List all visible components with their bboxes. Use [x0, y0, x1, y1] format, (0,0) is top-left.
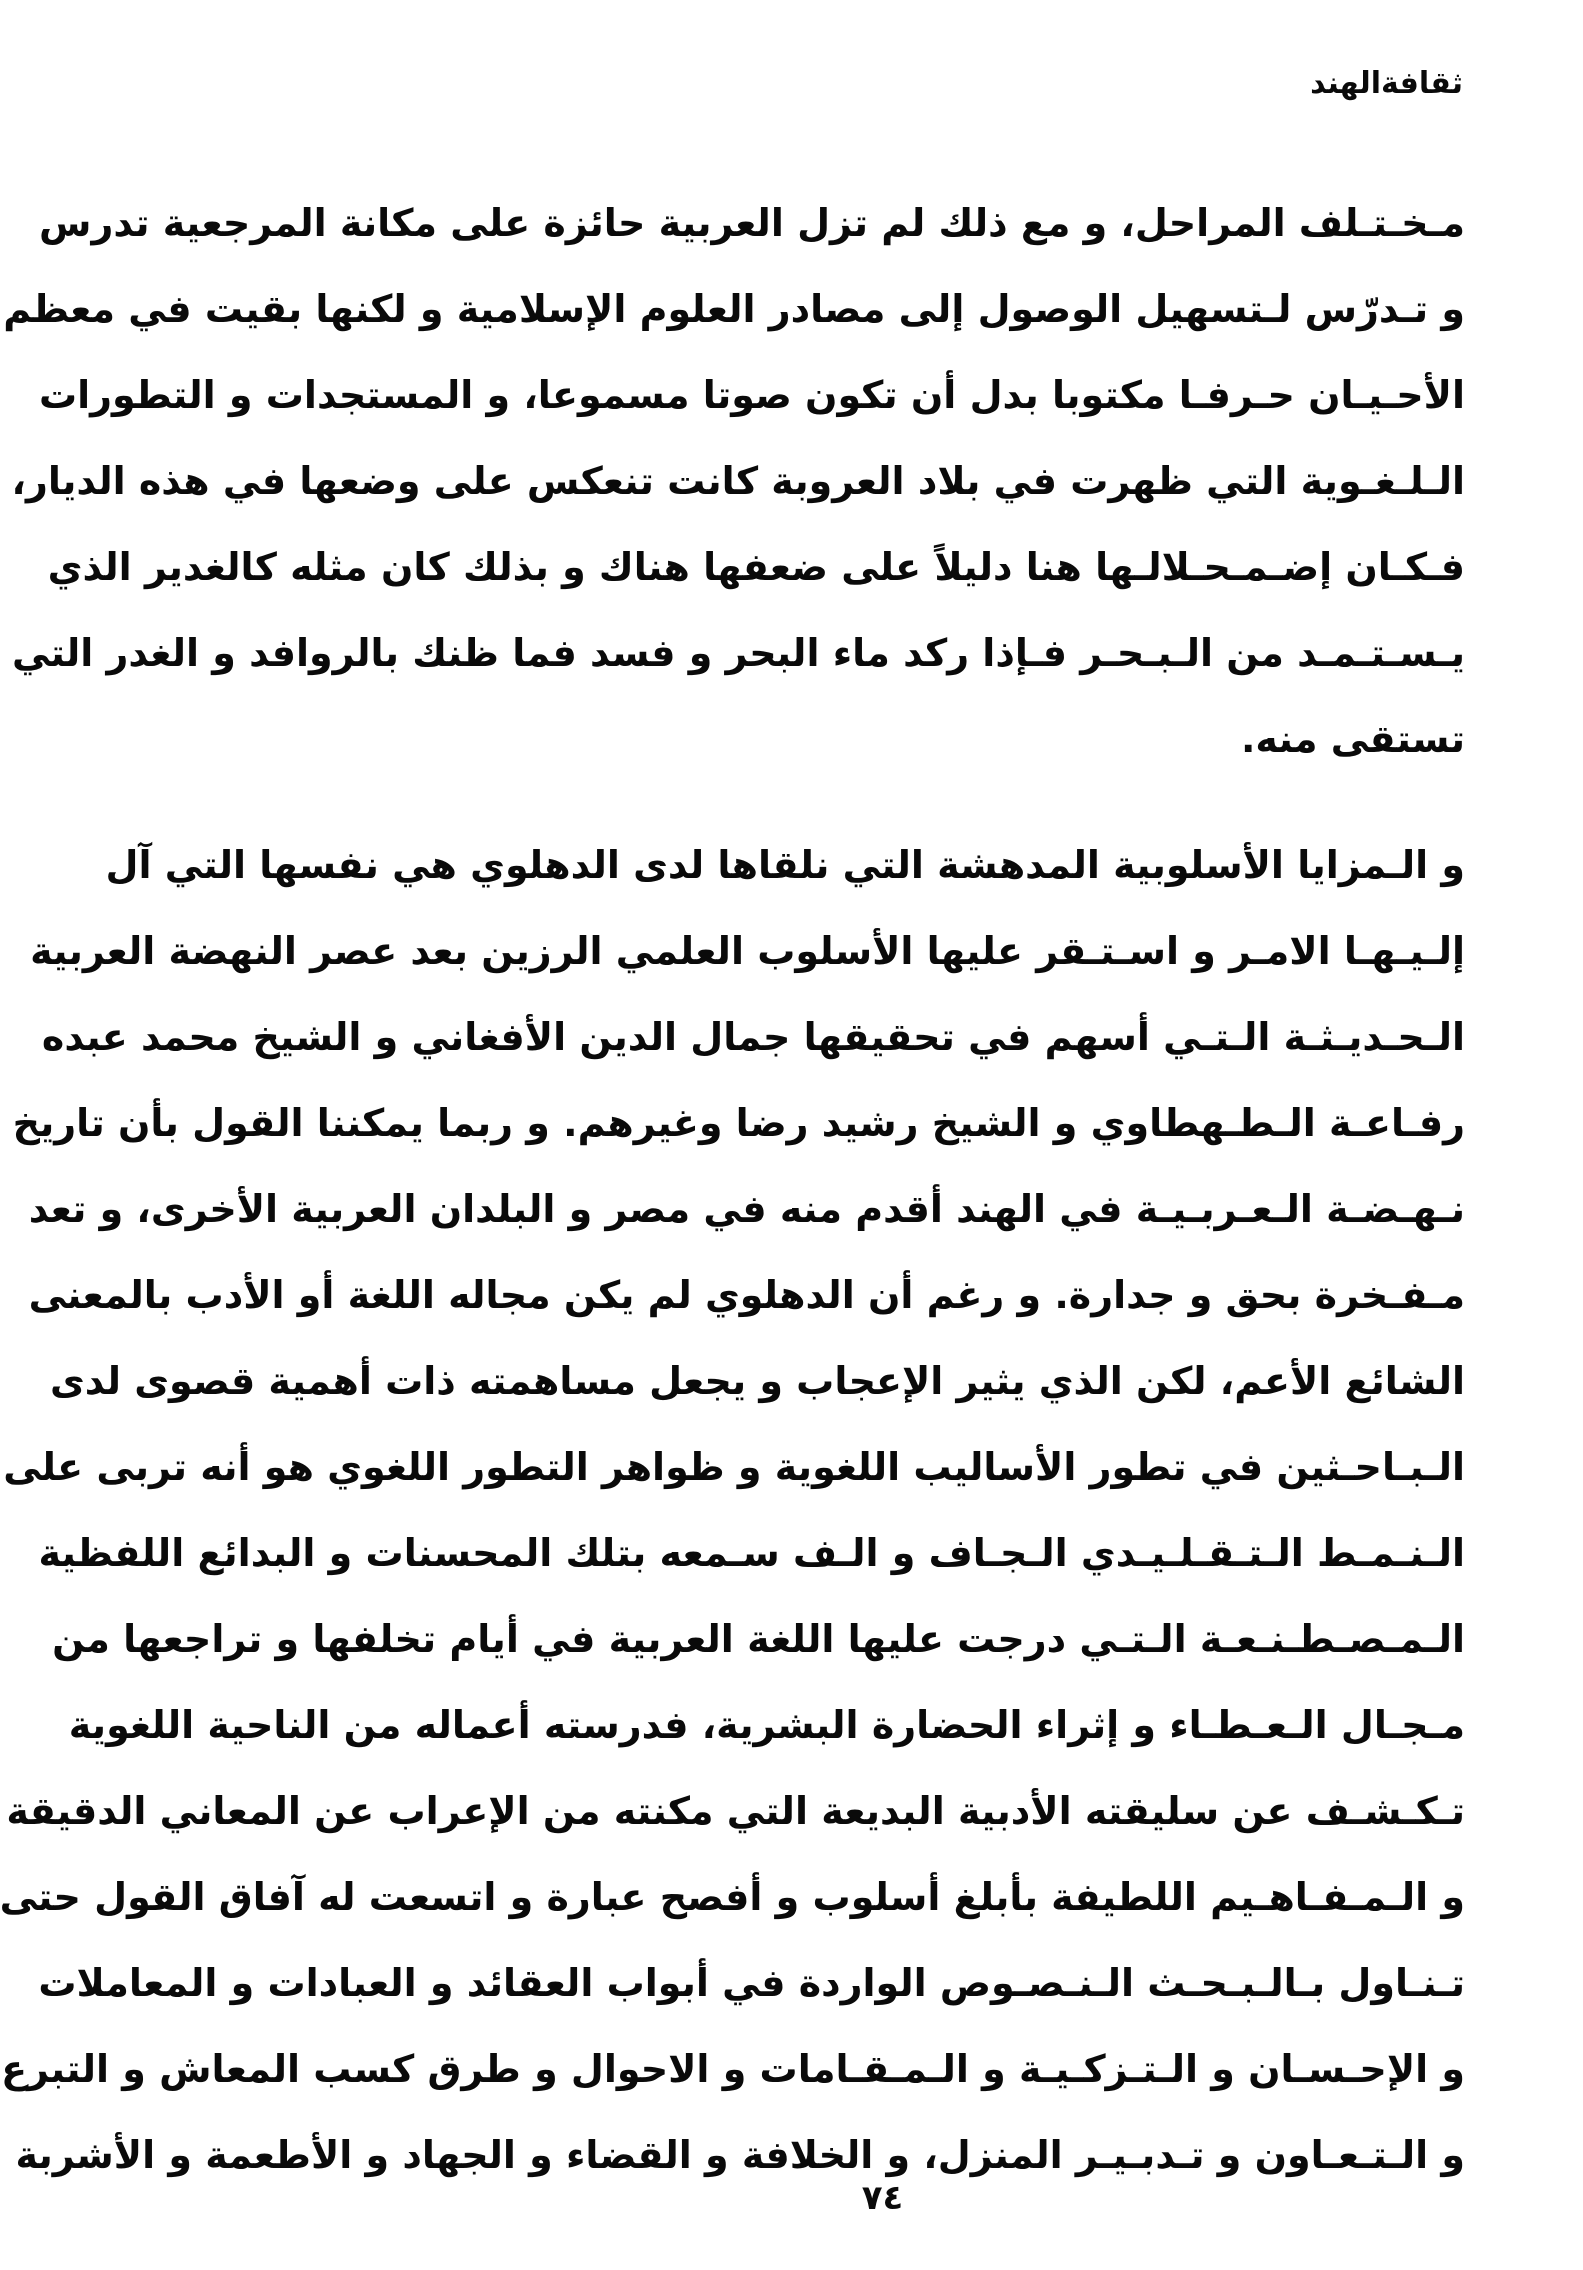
running-header-title: ثقافةالهند [1310, 66, 1463, 101]
text-line: و الـتـعـاون و تـدبـيـر المنزل، و الخلافة و القضاء و الجهاد و الأطعمة و الأشربة [15, 2133, 1465, 2177]
paragraph-2 [0, 822, 1465, 2198]
text-line: مـجـال الـعـطـاء و إثراء الحضارة البشرية، فدرسته أعماله من الناحية اللغوية [68, 1703, 1465, 1747]
text-line: الـحـديـثـة الـتـي أسهم في تحقيقها جمال الدين الأفغاني و الشيخ محمد عبده [41, 1015, 1465, 1059]
text-line: تستقى منه. [1241, 717, 1465, 761]
text-line: إلـيـهـا الامـر و اسـتـقر عليها الأسلوب العلمي الرزين بعد عصر النهضة العربية [30, 929, 1465, 973]
text-line: و الـمـفـاهـيم اللطيفة بأبلغ أسلوب و أفصح عبارة و اتسعت له آفاق القول حتى [0, 1875, 1465, 1919]
text-line: مـفـخرة بحق و جدارة. و رغم أن الدهلوي لم يكن مجاله اللغة أو الأدب بالمعنى [28, 1273, 1465, 1317]
text-line: فـكـان إضـمـحـلالـها هنا دليلاً على ضعفها هناك و بذلك كان مثله كالغدير الذي [47, 545, 1465, 589]
text-line: الـمـصـطـنـعـة الـتـي درجت عليها اللغة العربية في أيام تخلفها و تراجعها من [52, 1617, 1465, 1661]
text-line: و تـدرّس لـتسهيل الوصول إلى مصادر العلوم الإسلامية و لكنها بقيت في معظم [3, 287, 1465, 331]
page-body [0, 180, 1465, 2198]
page-number: ٧٤ [861, 2178, 904, 2218]
text-line: رفـاعـة الـطـهطاوي و الشيخ رشيد رضا وغيرهم. و ربما يمكننا القول بأن تاريخ [12, 1101, 1465, 1145]
text-line: نـهـضـة الـعـربـيـة في الهند أقدم منه في مصر و البلدان العربية الأخرى، و تعد [28, 1187, 1465, 1231]
text-line: الـبـاحـثين في تطور الأساليب اللغوية و ظواهر التطور اللغوي هو أنه تربى على [3, 1445, 1465, 1489]
paragraph-1 [3, 180, 1465, 782]
text-line: الشائع الأعم، لكن الذي يثير الإعجاب و يجعل مساهمته ذات أهمية قصوى لدى [49, 1359, 1465, 1403]
text-line: الـلـغـوية التي ظهرت في بلاد العروبة كانت تنعكس على وضعها في هذه الديار، [11, 459, 1465, 503]
text-line: يـسـتـمـد من الـبـحـر فـإذا ركد ماء البحر و فسد فما ظنك بالروافد و الغدر التي [12, 631, 1465, 675]
text-line: الـنـمـط الـتـقـلـيـدي الـجـاف و الـف سـمعه بتلك المحسنات و البدائع اللفظية [38, 1531, 1465, 1575]
text-line: و الإحـسـان و الـتـزكـيـة و الـمـقـامات و الاحوال و طرق كسب المعاش و التبرع [1, 2047, 1465, 2091]
text-line: تـكـشـف عن سليقته الأدبية البديعة التي مكنته من الإعراب عن المعاني الدقيقة [6, 1789, 1465, 1833]
text-line: تـنـاول بـالـبـحـث الـنـصـوص الواردة في أبواب العقائد و العبادات و المعاملات [38, 1961, 1465, 2005]
text-line: و الـمزايا الأسلوبية المدهشة التي نلقاها لدى الدهلوي هي نفسها التي آل [105, 843, 1465, 887]
text-line: الأحـيـان حـرفـا مكتوبا بدل أن تكون صوتا مسموعا، و المستجدات و التطورات [38, 373, 1465, 417]
paragraph-spacer [300, 782, 1465, 822]
text-line: مـخـتـلف المراحل، و مع ذلك لم تزل العربية حائزة على مكانة المرجعية تدرس [39, 201, 1465, 245]
